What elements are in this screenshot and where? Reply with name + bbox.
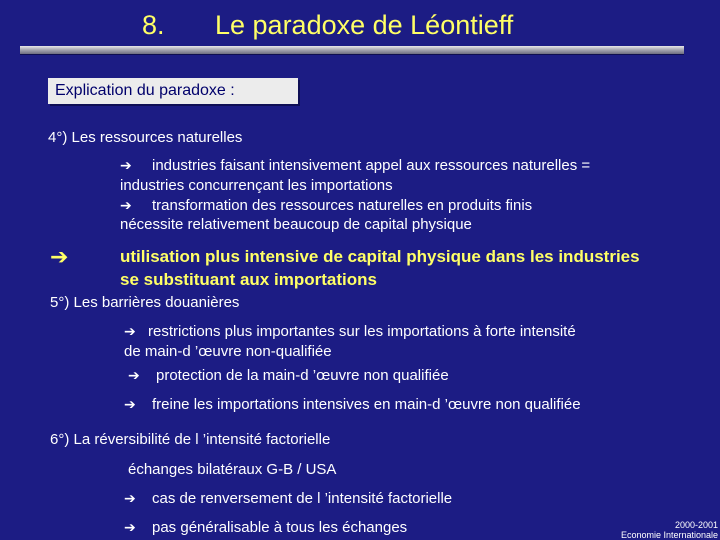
- arrow-right-icon: ➔: [120, 157, 132, 173]
- section-4-conclusion-line-1: utilisation plus intensive de capital physique dans les industries: [120, 247, 640, 266]
- section-5-point-3: freine les importations intensives en main-d ’œuvre non qualifiée: [152, 396, 581, 413]
- section-5-point-1-line-2: de main-d ’œuvre non-qualifiée: [124, 343, 332, 360]
- section-5-heading: 5°) Les barrières douanières: [50, 294, 240, 311]
- explanation-box-label: Explication du paradoxe :: [55, 82, 235, 99]
- footer: [621, 520, 718, 540]
- section-4-point-2-line-2: nécessite relativement beaucoup de capital physique: [120, 216, 472, 233]
- section-5-point-1-line-1: restrictions plus importantes sur les importations à forte intensité: [148, 323, 576, 340]
- explanation-box: [48, 78, 298, 104]
- section-4-heading: 4°) Les ressources naturelles: [48, 129, 243, 146]
- section-5-point-2: protection de la main-d ’œuvre non qualifiée: [156, 367, 449, 384]
- section-6-point-3: pas généralisable à tous les échanges: [152, 519, 408, 536]
- arrow-right-icon: ➔: [124, 323, 136, 339]
- slide-title: Le paradoxe de Léontieff: [215, 10, 514, 40]
- title-underline: [20, 46, 684, 54]
- section-4-point-1-line-2: industries concurrençant les importations: [120, 177, 393, 194]
- section-4-point-1-line-1: industries faisant intensivement appel aux ressources naturelles =: [152, 157, 591, 174]
- section-6-point-2: cas de renversement de l ’intensité factorielle: [152, 490, 453, 507]
- section-4-conclusion-line-2: se substituant aux importations: [120, 270, 377, 289]
- arrow-right-icon: ➔: [120, 197, 132, 213]
- section-4-point-2-line-1: transformation des ressources naturelles en produits finis: [152, 197, 533, 214]
- arrow-right-icon: ➔: [128, 367, 140, 383]
- arrow-right-icon: ➔: [124, 396, 136, 412]
- section-6-heading: 6°) La réversibilité de l ’intensité factorielle: [50, 431, 331, 448]
- arrow-right-icon: ➔: [124, 490, 136, 506]
- slide-number: 8.: [142, 10, 165, 40]
- footer-course: Economie Internationale: [620, 530, 718, 540]
- conclusion-arrow-icon: ➔: [50, 244, 69, 269]
- arrow-right-icon: ➔: [124, 519, 136, 535]
- section-6-point-1: échanges bilatéraux G-B / USA: [128, 461, 337, 478]
- footer-year: 2000-2001: [674, 520, 718, 530]
